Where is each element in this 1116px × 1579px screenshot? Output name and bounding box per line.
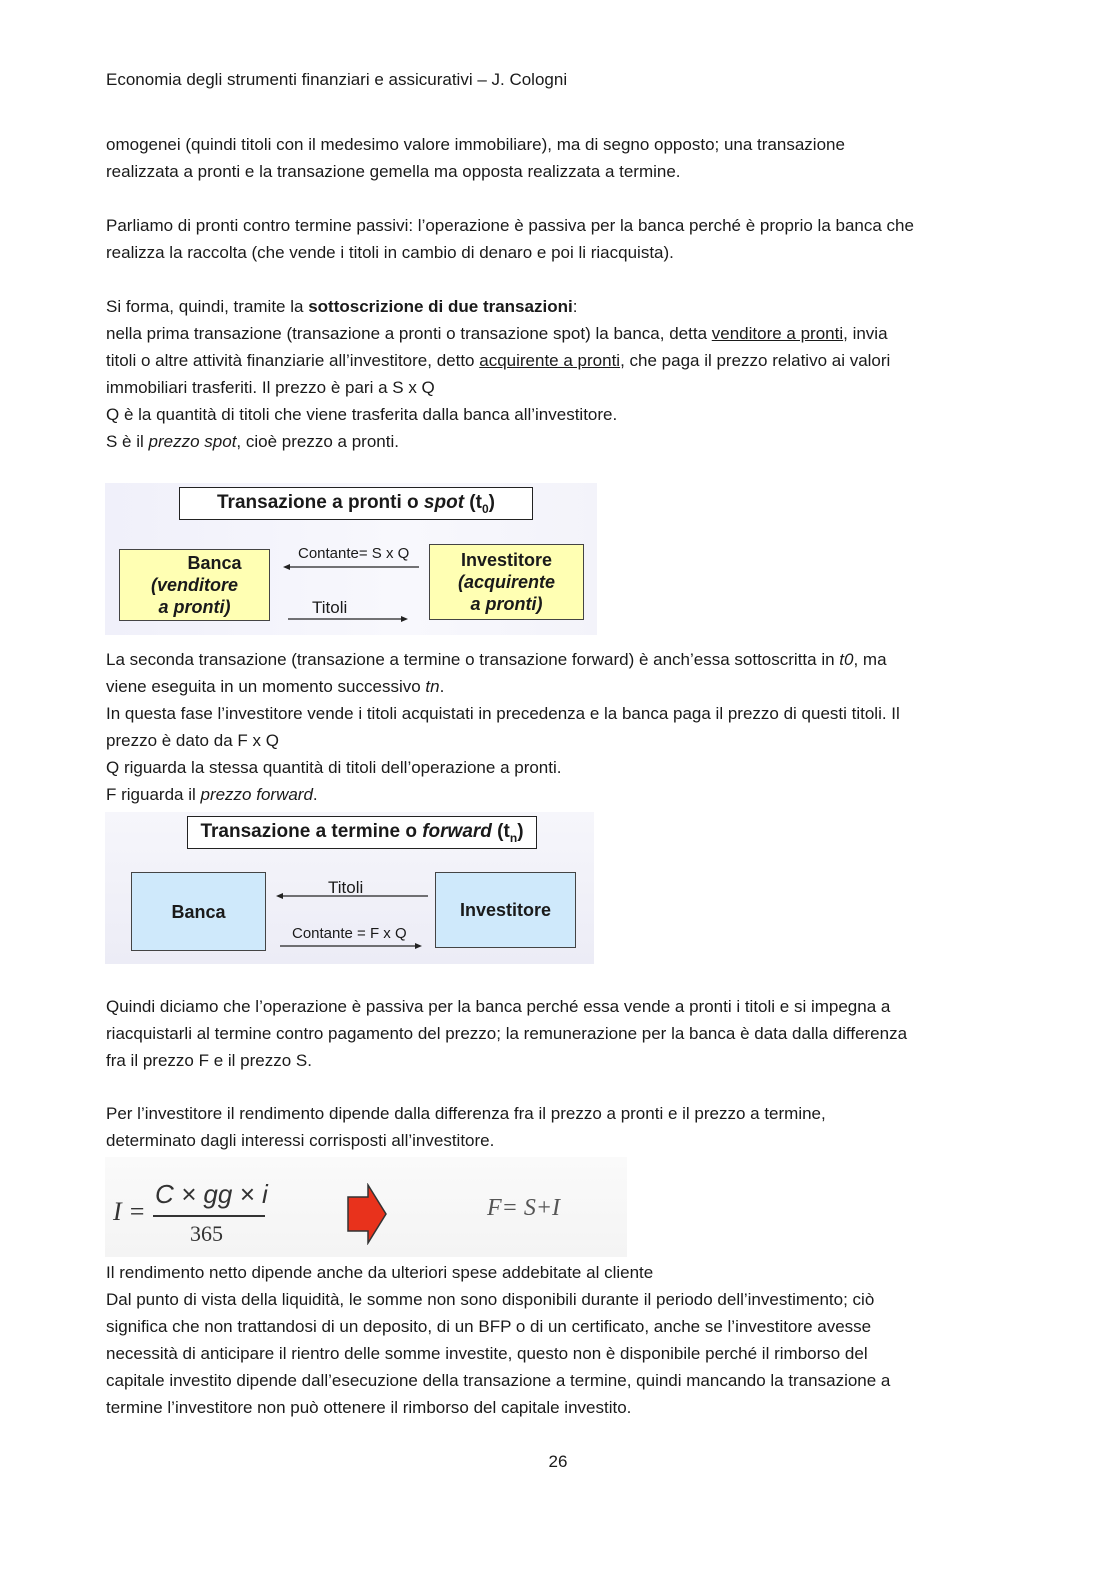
bold-term: sottoscrizione di due transazioni [308,297,573,316]
text-line: In questa fase l’investitore vende i titoli acquistati in precedenza e la banca paga il prezzo di questi titoli. Il [106,704,900,723]
text-line: riacquistarli al termine contro pagamento del prezzo; la remunerazione per la banca è data dalla differenza [106,1024,908,1043]
formula-denominator: 365 [190,1221,223,1246]
cash-label: Contante= S x Q [298,545,410,562]
text-line: viene eseguita in un momento successivo tn. [106,677,445,696]
arrow-right-icon [280,941,422,951]
text-line: Si forma, quindi, tramite la sottoscrizione di due transazioni: [106,297,578,316]
page-number: 26 [548,1452,568,1471]
arrow-right-icon [288,614,408,624]
text-line: omogenei (quindi titoli con il medesimo valore immobiliare), ma di segno opposto; una transazione [106,135,845,154]
text-line: Il rendimento netto dipende anche da ulteriori spese addebitate al cliente [106,1263,654,1282]
fraction-bar [153,1215,265,1217]
text-line: Q riguarda la stessa quantità di titoli dell’operazione a pronti. [106,758,562,777]
text-line: Dal punto di vista della liquidità, le somme non sono disponibili durante il periodo dell’investimento; ciò [106,1290,875,1309]
diagram-title: Transazione a pronti o spot $(t_0)$ [179,487,533,520]
formula-lhs: I = [113,1197,146,1226]
arrow-right-icon [346,1183,388,1245]
text-line: capitale investito dipende dall’esecuzione della transazione a termine, quindi mancando la transazione a [106,1371,891,1390]
text-line: termine l’investitore non può ottenere il rimborso del capitale investito. [106,1398,632,1417]
securities-label: Titoli [312,598,348,617]
securities-label: Titoli [328,878,364,897]
paragraph-forward [106,646,1006,808]
text-line: F riguarda il prezzo forward. [106,785,318,804]
text-line: nella prima transazione (transazione a pronti o transazione spot) la banca, detta venditore a pronti, invia [106,324,888,343]
paragraph-intro [106,131,1006,185]
text-line: Per l’investitore il rendimento dipende dalla differenza fra il prezzo a pronti e il prezzo a termine, [106,1104,826,1123]
paragraph-two-transactions [106,293,1006,455]
running-header: Economia degli strumenti finanziari e assicurativi – J. Cologni [106,70,568,89]
underlined-term: acquirente a pronti [479,351,621,370]
text-line: S è il prezzo spot, cioè prezzo a pronti. [106,432,399,451]
text-line: significa che non trattandosi di un deposito, di un BFP o di un certificato, anche se l’investitore avesse [106,1317,872,1336]
paragraph-liquidity [106,1259,1006,1421]
text-line: prezzo è dato da F x Q [106,731,279,750]
spot-transaction-diagram [105,483,597,635]
text-line: La seconda transazione (transazione a termine o transazione forward) è anch’essa sottoscritta in t0, ma [106,650,887,669]
cash-label: Contante = F x Q [292,925,407,942]
text-line: Quindi diciamo che l’operazione è passiva per la banca perché essa vende a pronti i titoli e si impegna a [106,997,891,1016]
text-line: realizza la raccolta (che vende i titoli in cambio di denaro e poi li riacquista). [106,243,674,262]
formula-result: F= S+I [487,1195,561,1221]
bank-box: Banca (venditore a pronti) [119,549,270,621]
text-line: titoli o altre attività finanziarie all’investitore, detto acquirente a pronti, che paga il prezzo relativo ai valori [106,351,891,370]
underlined-term: venditore a pronti [711,324,844,343]
arrow-left-icon [276,891,428,901]
text-line: Parliamo di pronti contro termine passivi: l’operazione è passiva per la banca perché è proprio la banca che [106,216,914,235]
text-line: fra il prezzo F e il prezzo S. [106,1051,312,1070]
diagram-title: Transazione a termine o forward $(t_n)$ [187,816,537,849]
text-line: determinato dagli interessi corrisposti all’investitore. [106,1131,495,1150]
text-line: necessità di anticipare il rientro delle somme investite, questo non è disponibile perché il rimborso del [106,1344,868,1363]
text-line: immobiliari trasferiti. Il prezzo è pari a S x Q [106,378,435,397]
text-line: Q è la quantità di titoli che viene trasferita dalla banca all’investitore. [106,405,618,424]
arrow-left-icon [283,562,419,572]
formula-numerator: C × gg × i [155,1179,268,1209]
forward-transaction-diagram [105,812,594,964]
bank-box: Banca [131,872,266,951]
investor-box: Investitore (acquirente a pronti) [429,544,584,620]
text-line: realizzata a pronti e la transazione gemella ma opposta realizzata a termine. [106,162,681,181]
paragraph-passive-repo [106,212,1006,266]
investor-box: Investitore [435,872,576,948]
paragraph-investor-yield [106,1100,1006,1154]
paragraph-remuneration [106,993,1006,1074]
interest-formula [105,1157,627,1257]
